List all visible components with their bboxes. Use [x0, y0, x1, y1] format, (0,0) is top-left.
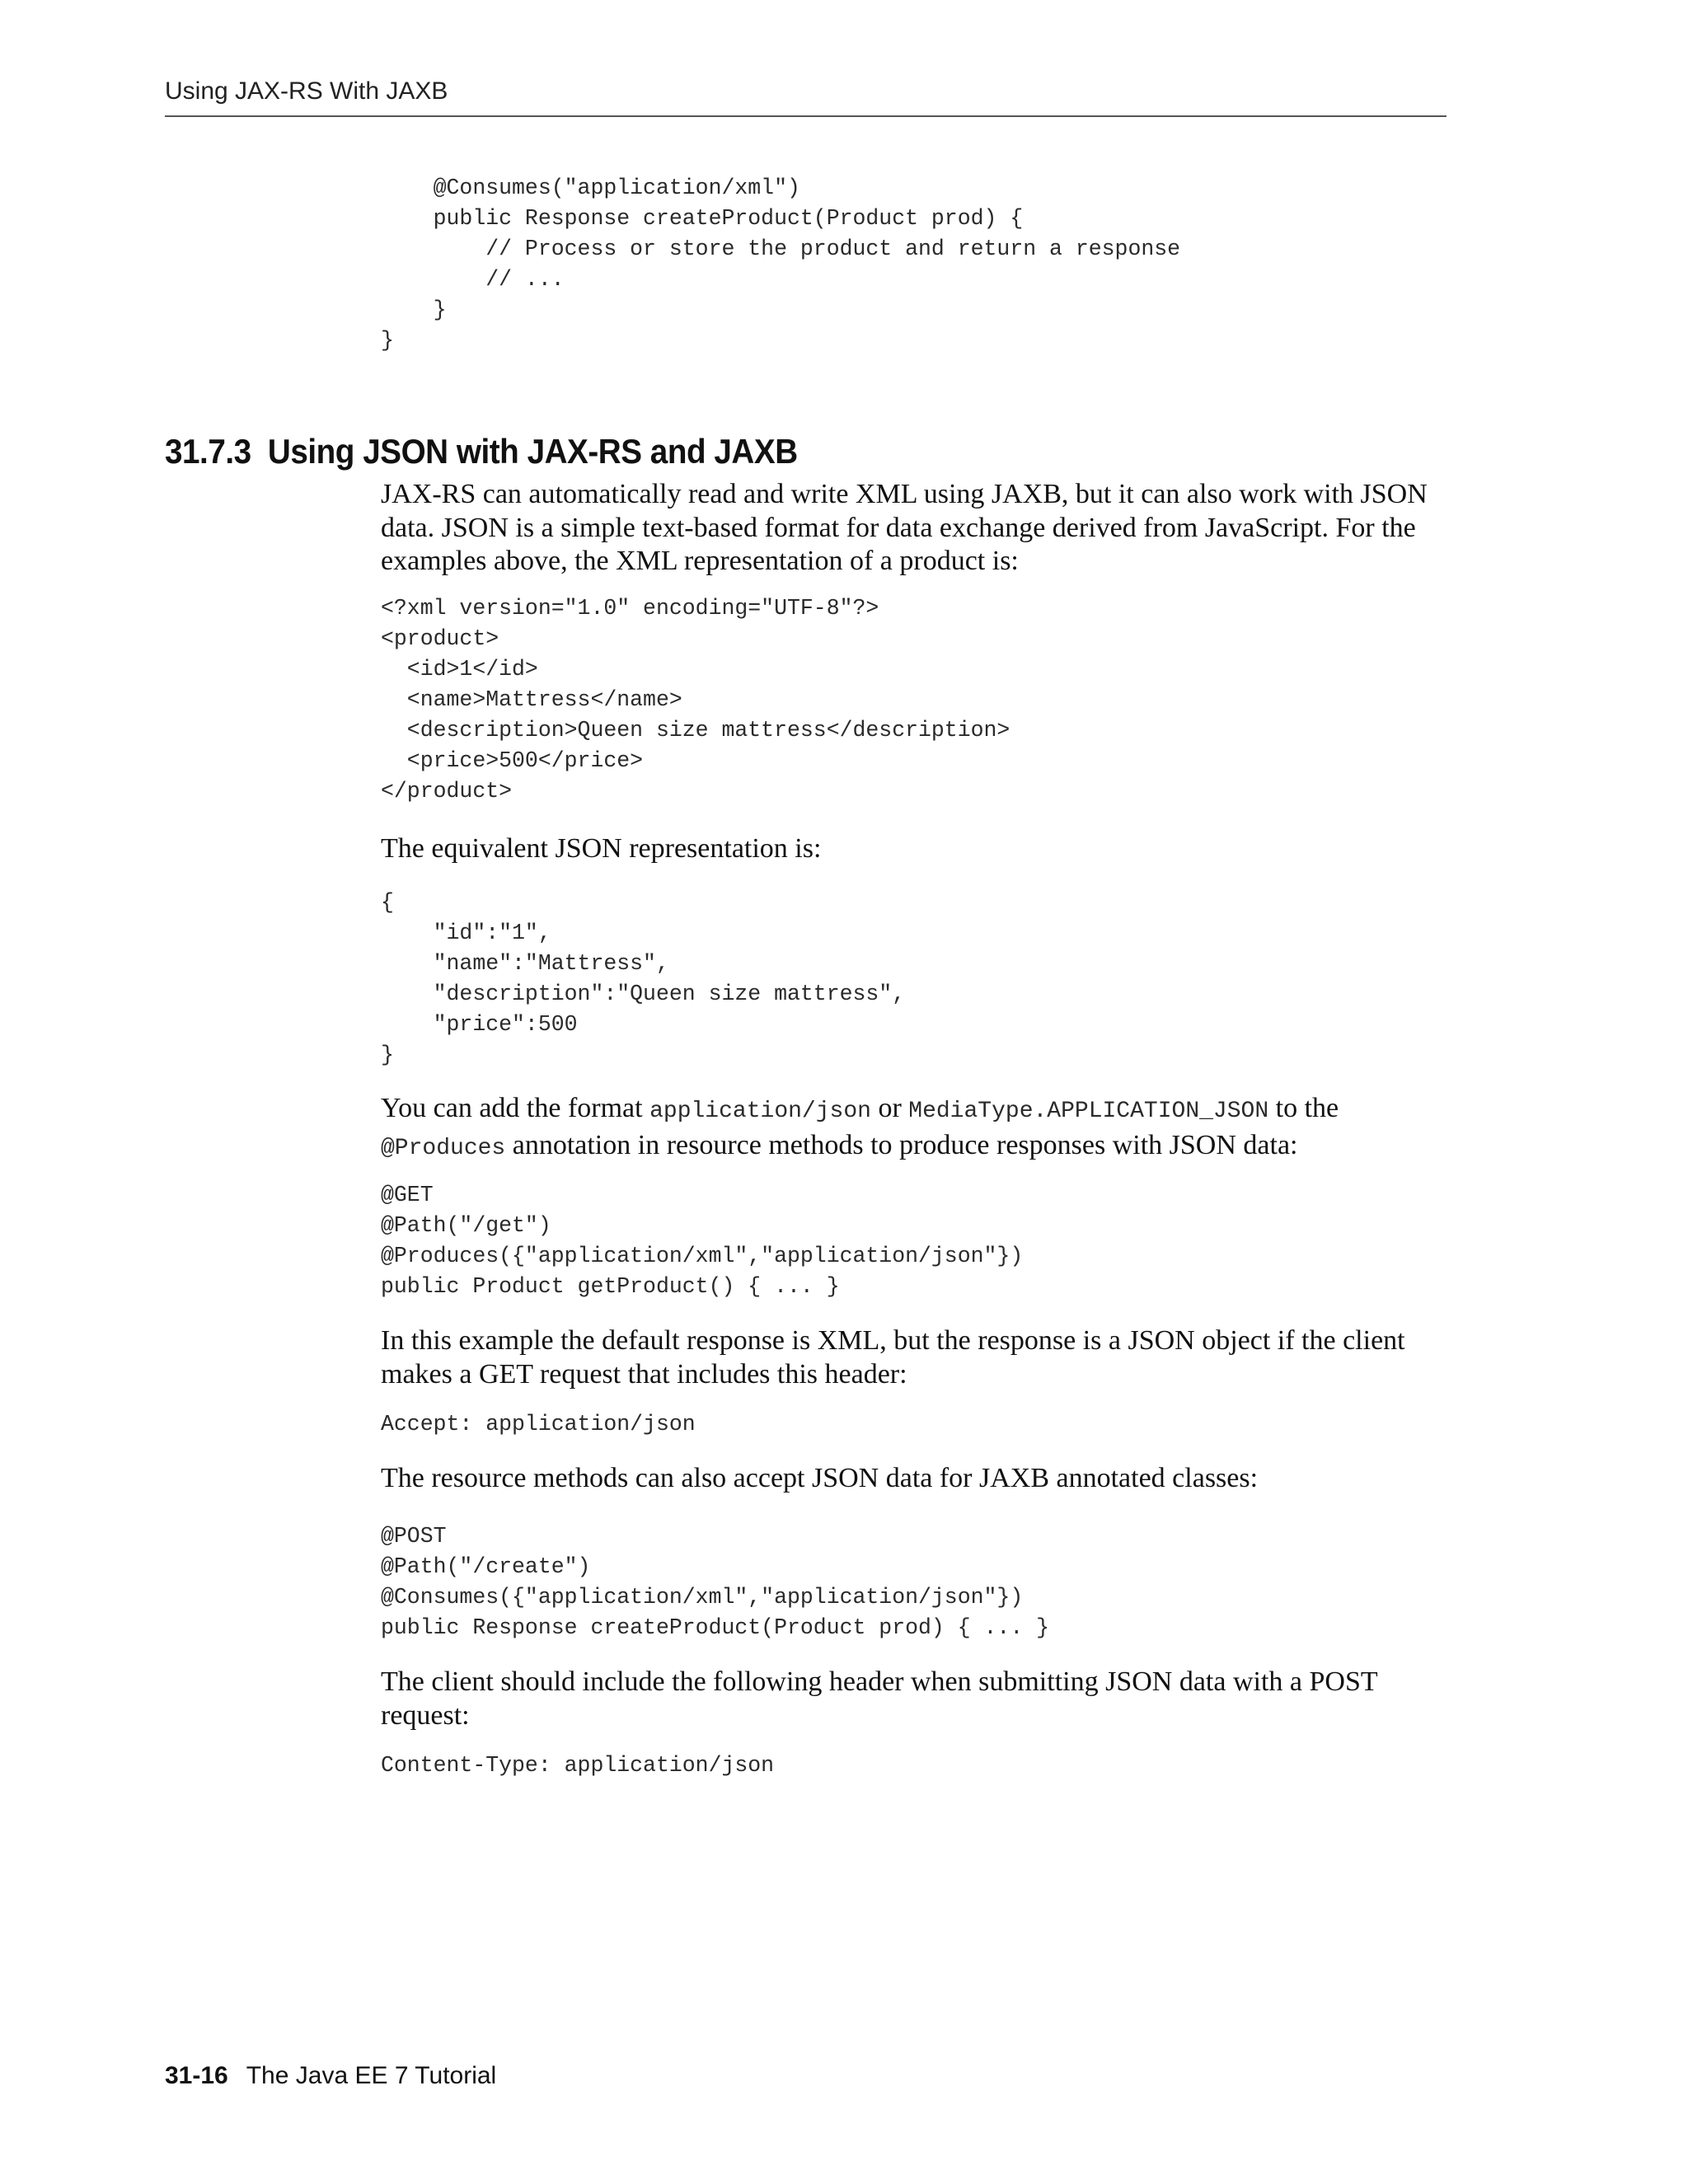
- header-rule: [165, 115, 1447, 117]
- code-block-content-type-header: Content-Type: application/json: [381, 1753, 775, 1778]
- code-block-accept-header: Accept: application/json: [381, 1412, 696, 1436]
- footer-page-number: 31-16: [165, 2062, 228, 2089]
- running-header-title: Using JAX-RS With JAXB: [165, 77, 448, 105]
- code-block-json-product: { "id":"1", "name":"Mattress", "description":"Queen size mattress", "price":500 }: [381, 890, 906, 1067]
- page-footer: [165, 2060, 496, 2092]
- produces-text-2: or: [870, 1093, 909, 1123]
- produces-text-3: to the: [1268, 1093, 1339, 1123]
- inline-code-produces: @Produces: [381, 1135, 506, 1161]
- produces-text-1: You can add the format: [381, 1093, 650, 1123]
- paragraph-intro: JAX-RS can automatically read and write XML using JAXB, but it can also work with JSON data. JSON is a simple text-based format for data exchange derived from JavaScript. For the examples above, the XML representation of a product is:: [381, 479, 1428, 576]
- paragraph-equivalent: The equivalent JSON representation is:: [381, 833, 822, 864]
- paragraph-produces: [381, 1092, 1452, 1165]
- paragraph-accept-json: The resource methods can also accept JSON data for JAXB annotated classes:: [381, 1463, 1259, 1493]
- paragraph-client-header: The client should include the following header when submitting JSON data with a POST request:: [381, 1666, 1378, 1731]
- code-block-create-product-end: @Consumes("application/xml") public Response createProduct(Product prod) { // Process or store the product and return a response // ... } }: [381, 176, 1181, 353]
- inline-code-application-json: application/json: [649, 1099, 871, 1124]
- code-block-post-method: @POST @Path("/create") @Consumes({"application/xml","application/json"}) public Response createProduct(Product prod) { ... }: [381, 1524, 1050, 1640]
- inline-code-mediatype: MediaType.APPLICATION_JSON: [908, 1099, 1269, 1124]
- produces-text-4: annotation in resource methods to produce responses with JSON data:: [505, 1129, 1298, 1160]
- section-number: 31.7.3: [165, 432, 251, 471]
- code-block-xml-product: <?xml version="1.0" encoding="UTF-8"?> <product> <id>1</id> <name>Mattress</name> <description>Queen size mattress</description> <price>500</price> </product>: [381, 596, 1010, 804]
- footer-book-title: The Java EE 7 Tutorial: [246, 2062, 497, 2089]
- section-heading: [165, 429, 798, 475]
- code-block-get-method: @GET @Path("/get") @Produces({"application/xml","application/json"}) public Product getProduct() { ... }: [381, 1183, 1024, 1299]
- section-title: Using JSON with JAX-RS and JAXB: [267, 432, 798, 471]
- paragraph-default-response: In this example the default response is XML, but the response is a JSON object if the client makes a GET request that includes this header:: [381, 1325, 1405, 1390]
